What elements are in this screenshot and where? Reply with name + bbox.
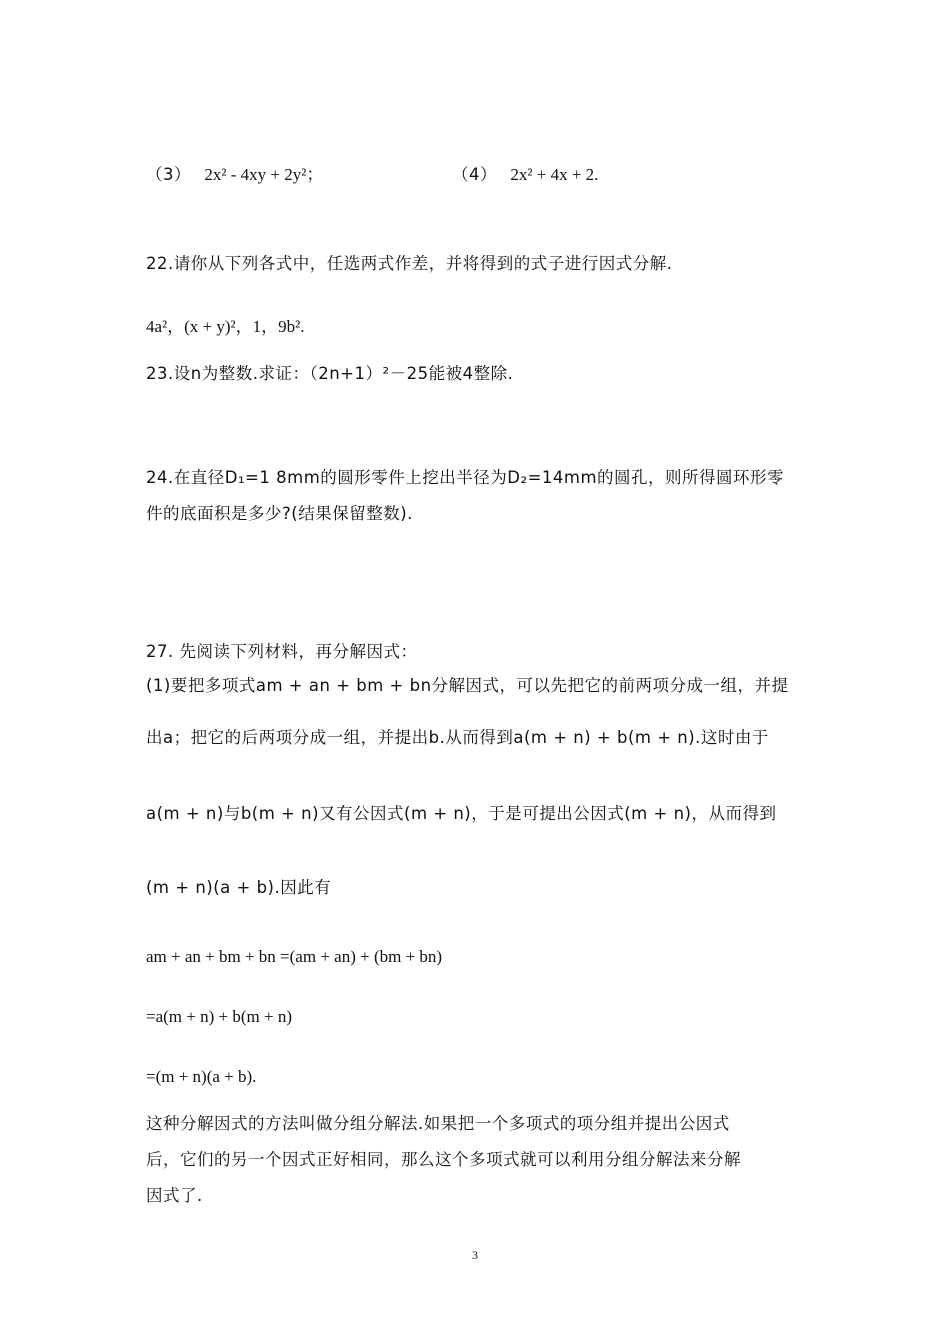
q21-item3-expr: 2x² - 4xy + 2y²； (204, 165, 324, 184)
q27-eq1: am + an + bm + bn =(am + an) + (bm + bn) (146, 947, 443, 966)
page-number: 3 (472, 1248, 478, 1262)
q27-title: 27. 先阅读下列材料，再分解因式： (146, 642, 418, 661)
q27-para2: 后，它们的另一个因式正好相同，那么这个多项式就可以利用分组分解法来分解 (146, 1150, 741, 1169)
q21-item4-label: （4） (452, 165, 497, 184)
q27-para3: 因式了. (146, 1186, 203, 1205)
q22-terms: 4a²，(x + y)²，1，9b². (146, 317, 305, 336)
q27-line1: (1)要把多项式am + an + bm + bn分解因式，可以先把它的前两项分成一组，并提 (146, 676, 789, 695)
q24-line2: 件的底面积是多少?(结果保留整数). (146, 504, 413, 523)
q21-item3-label: （3） (146, 165, 191, 184)
q21-item4 (452, 166, 598, 184)
q27-line3: a(m + n)与b(m + n)又有公因式(m + n)，于是可提出公因式(m + n)，从而得到 (146, 804, 777, 823)
q27-para1: 这种分解因式的方法叫做分组分解法.如果把一个多项式的项分组并提出公因式 (146, 1114, 730, 1133)
q27-line4: (m + n)(a + b).因此有 (146, 878, 332, 897)
q27-eq2: =a(m + n) + b(m + n) (146, 1007, 292, 1026)
q21-item3 (146, 166, 323, 184)
q27-eq3: =(m + n)(a + b). (146, 1067, 257, 1086)
q24-line1: 24.在直径D₁=1 8mm的圆形零件上挖出半径为D₂=14mm的圆孔，则所得圆环形零 (146, 468, 785, 487)
q21-item4-expr: 2x² + 4x + 2. (510, 165, 599, 184)
q23-text: 23.设n为整数.求证：（2n+1）²－25能被4整除. (146, 364, 514, 383)
q22-text: 22.请你从下列各式中，任选两式作差，并将得到的式子进行因式分解. (146, 254, 673, 273)
q27-line2: 出a；把它的后两项分成一组，并提出b.从而得到a(m + n) + b(m + n).这时由于 (146, 728, 769, 747)
